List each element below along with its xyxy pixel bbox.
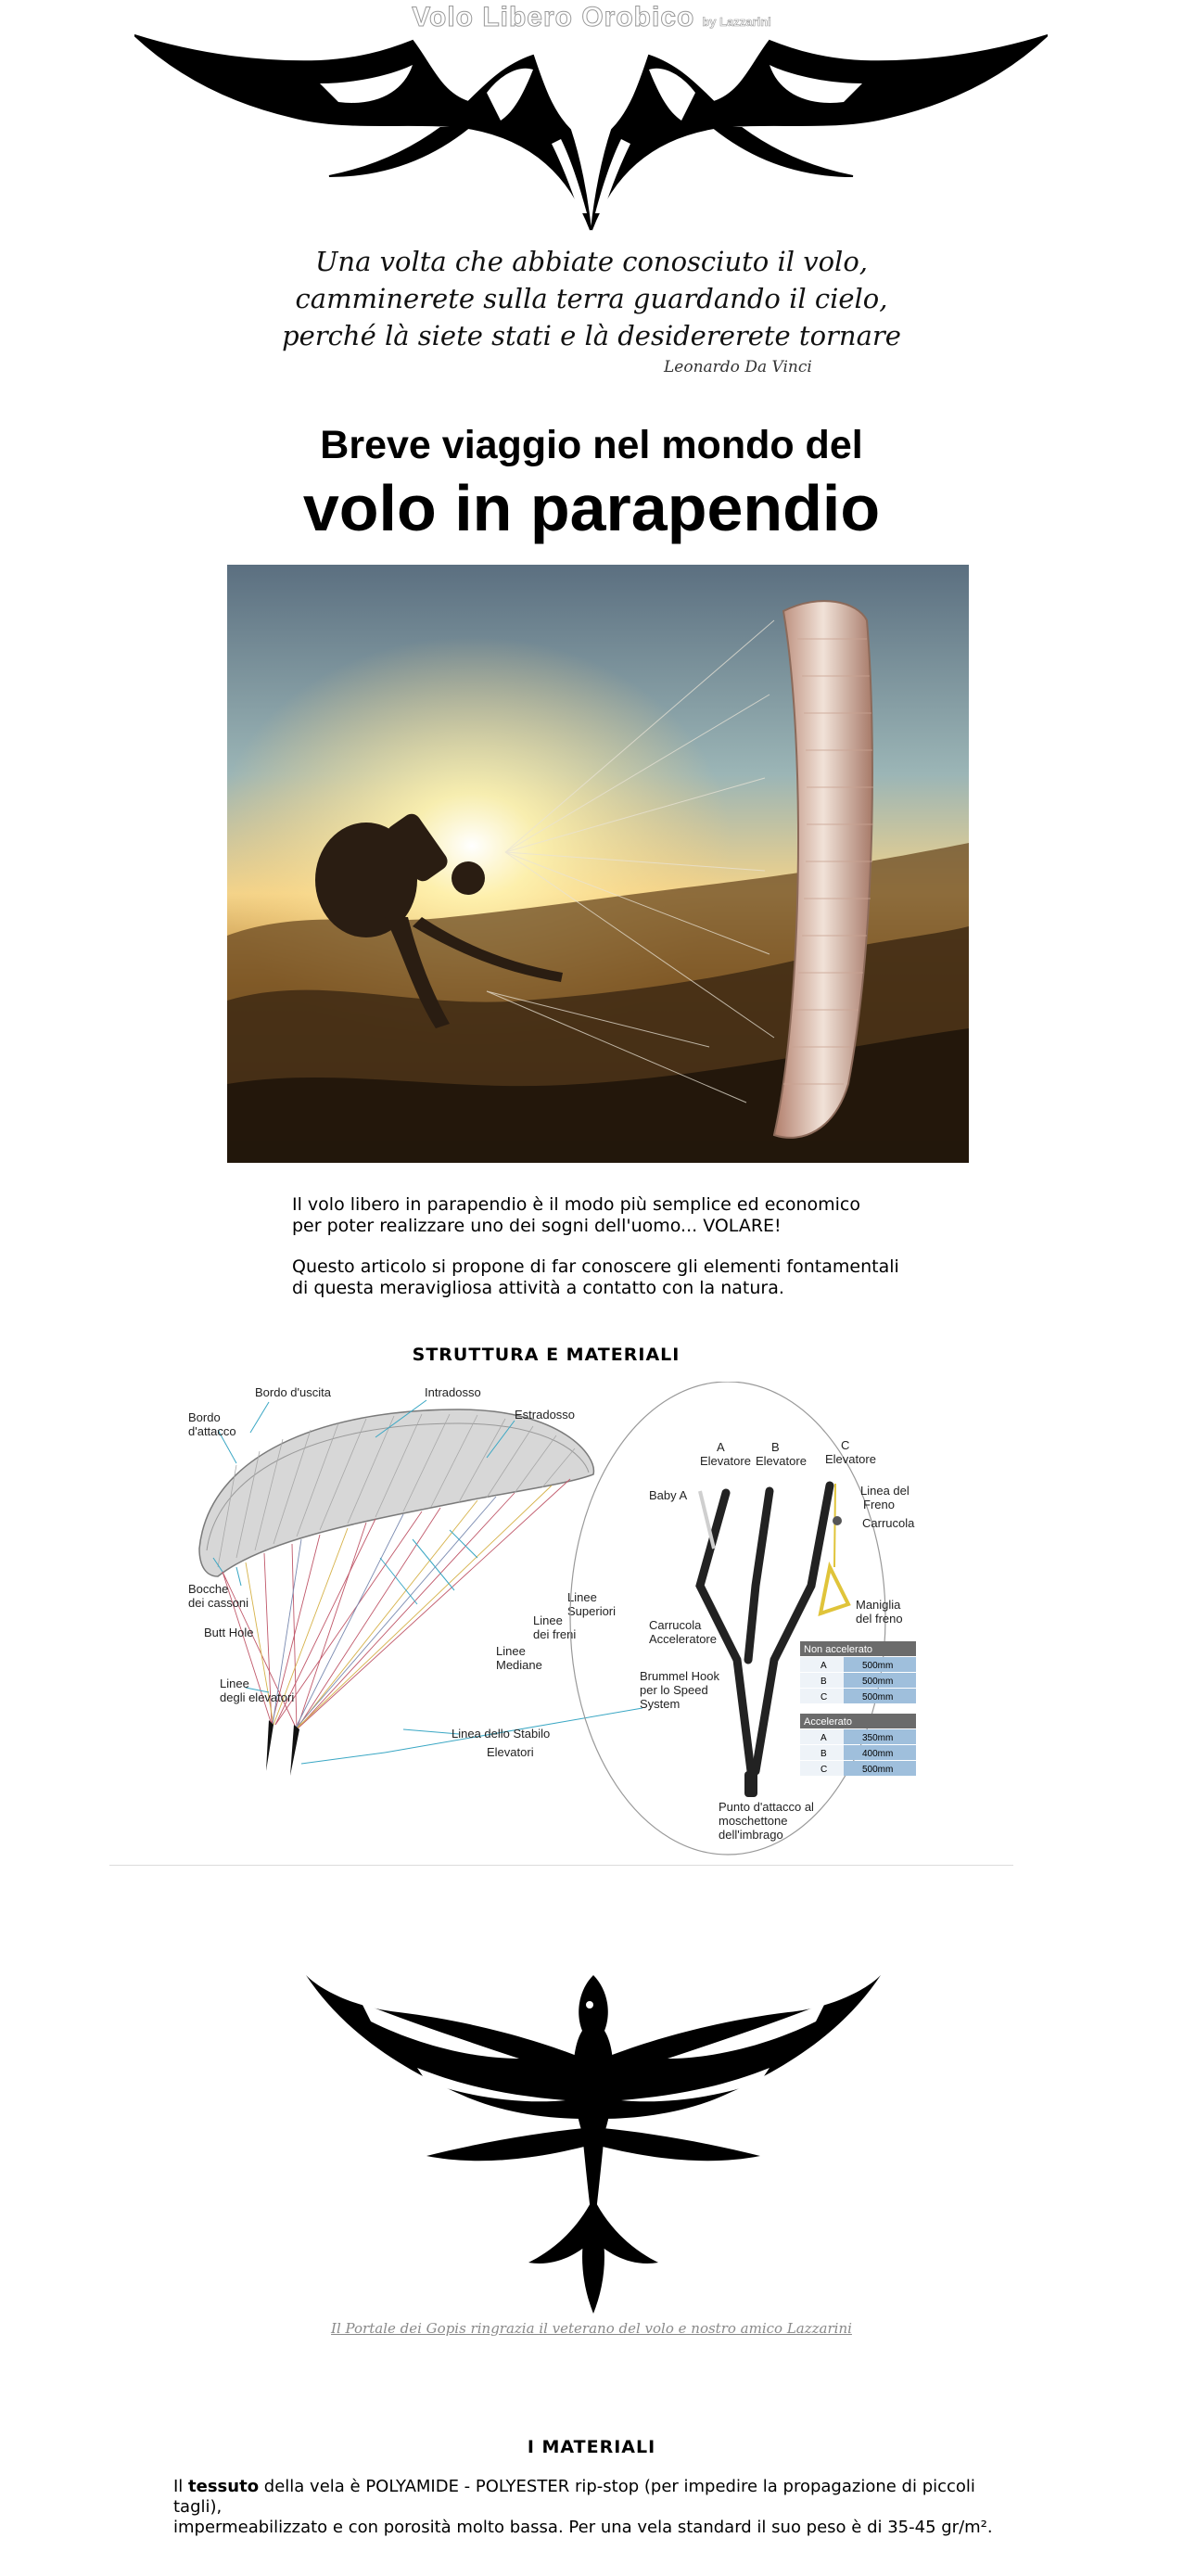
- label-a-elevatore: Elevatore: [700, 1454, 751, 1468]
- riser-length-table-non-accelerato: [800, 1641, 916, 1703]
- intro-paragraph: [292, 1194, 960, 1237]
- table-header: Accelerato: [804, 1716, 852, 1728]
- label-carrucola-acceleratore: Carrucola: [649, 1618, 702, 1632]
- label-linee-freni: dei freni: [533, 1627, 577, 1641]
- diagram-label: 500mm: [862, 1677, 894, 1687]
- diagram-label: 350mm: [862, 1733, 894, 1743]
- page-title-line2: volo in parapendio: [302, 472, 881, 544]
- label-linea-stabilo: Linea dello Stabilo: [452, 1727, 551, 1741]
- quote: [0, 243, 1183, 354]
- label-maniglia-freno: Maniglia: [856, 1598, 901, 1612]
- label-linee-elevatori: Linee: [220, 1677, 249, 1690]
- intro-line: di questa meravigliosa attività a contatto con la natura.: [292, 1278, 784, 1298]
- label-linea-freno: Linea del: [860, 1484, 910, 1498]
- para-text: della vela è POLYAMIDE - POLYESTER rip-stop (per impedire la propagazione di piccoli tagli),: [173, 2477, 975, 2517]
- materials-paragraph: [173, 2477, 1026, 2538]
- diagram-label: B: [820, 1749, 827, 1759]
- quote-line: perché là siete stati e là desidererete tornare: [282, 320, 901, 351]
- label-carrucola: Carrucola: [862, 1516, 915, 1530]
- divider: [109, 1865, 1013, 1866]
- para-text: impermeabilizzato e con porosità molto bassa. Per una vela standard il suo peso è di 35-45 gr/m².: [173, 2518, 993, 2537]
- label-linee-mediane: Linee: [496, 1644, 526, 1658]
- label-brummel-hook: System: [640, 1697, 681, 1711]
- diagram-label: 400mm: [862, 1749, 894, 1759]
- label-baby-a: Baby A: [649, 1488, 688, 1502]
- diagram-label: C: [820, 1692, 828, 1702]
- diagram-label: 500mm: [862, 1692, 894, 1702]
- label-butt-hole: Butt Hole: [204, 1626, 254, 1639]
- credit-link[interactable]: Il Portale dei Gopis ringrazia il veterano del volo e nostro amico Lazzarini: [331, 2320, 852, 2337]
- label-linea-freno: Freno: [863, 1498, 895, 1511]
- intro-line: Questo articolo si propone di far conoscere gli elementi fontamentali: [292, 1256, 899, 1277]
- intro-paragraph: [292, 1256, 960, 1299]
- label-c-elevatore: Elevatore: [825, 1452, 876, 1466]
- label-linee-freni: Linee: [533, 1613, 563, 1627]
- intro-line: Il volo libero in parapendio è il modo più semplice ed economico: [292, 1194, 860, 1215]
- label-punto-attacco: dell'imbrago: [719, 1828, 783, 1842]
- label-b-elevatore: Elevatore: [756, 1454, 807, 1468]
- quote-author: Leonardo Da Vinci: [664, 358, 812, 376]
- label-punto-attacco: Punto d'attacco al: [719, 1800, 814, 1814]
- intro-text: [292, 1194, 960, 1319]
- diagram-label: 500mm: [862, 1661, 894, 1671]
- quote-line: camminerete sulla terra guardando il cielo,: [295, 283, 888, 314]
- table-header: Non accelerato: [804, 1644, 872, 1655]
- riser-length-table-accelerato: [800, 1714, 916, 1776]
- intro-line: per poter realizzare uno dei sogni dell'uomo... VOLARE!: [292, 1216, 782, 1236]
- para-text: Il: [173, 2477, 189, 2496]
- diagram-label: 500mm: [862, 1765, 894, 1775]
- label-linee-elevatori: degli elevatori: [220, 1690, 295, 1704]
- page-title-line1: Breve viaggio nel mondo del: [320, 423, 863, 467]
- label-brummel-hook: per lo Speed: [640, 1683, 708, 1697]
- para-bold: tessuto: [188, 2477, 260, 2496]
- site-title-by: by Lazzarini: [702, 15, 771, 29]
- label-b-elevatore: B: [771, 1440, 780, 1454]
- label-linee-mediane: Mediane: [496, 1658, 542, 1672]
- label-carrucola-acceleratore: Acceleratore: [649, 1632, 717, 1646]
- paraglider-sunset-photo: [227, 565, 969, 1163]
- diagram-label: C: [820, 1765, 828, 1775]
- tribal-eagle-icon: [306, 1957, 881, 2318]
- label-linee-superiori: Linee: [567, 1590, 597, 1604]
- site-title-main: Volo Libero Orobico: [412, 2, 695, 32]
- canopy-icon: [199, 1409, 593, 1576]
- label-a-elevatore: A: [717, 1440, 725, 1454]
- label-bordo-uscita: Bordo d'uscita: [255, 1385, 331, 1399]
- quote-line: Una volta che abbiate conosciuto il volo,: [314, 246, 869, 277]
- label-bocche: Bocche: [188, 1582, 229, 1596]
- label-c-elevatore: C: [841, 1438, 850, 1452]
- diagram-label: A: [820, 1661, 827, 1671]
- label-intradosso: Intradosso: [425, 1385, 481, 1399]
- label-elevatori: Elevatori: [487, 1745, 534, 1759]
- section-heading-materials: I MATERIALI: [527, 2437, 656, 2457]
- label-bordo-attacco: Bordo: [188, 1410, 221, 1424]
- label-bordo-attacco: d'attacco: [188, 1424, 236, 1438]
- section-heading-structure: STRUTTURA E MATERIALI: [412, 1345, 681, 1365]
- label-maniglia-freno: del freno: [856, 1612, 903, 1626]
- label-punto-attacco: moschettone: [719, 1814, 788, 1828]
- label-bocche: dei cassoni: [188, 1596, 249, 1610]
- label-brummel-hook: Brummel Hook: [640, 1669, 719, 1683]
- paraglider-structure-diagram: [181, 1382, 941, 1864]
- label-estradosso: Estradosso: [515, 1408, 576, 1422]
- tribal-wings-icon: [134, 28, 1048, 232]
- label-linee-superiori: Superiori: [567, 1604, 617, 1618]
- diagram-label: B: [820, 1677, 827, 1687]
- diagram-label: A: [820, 1733, 827, 1743]
